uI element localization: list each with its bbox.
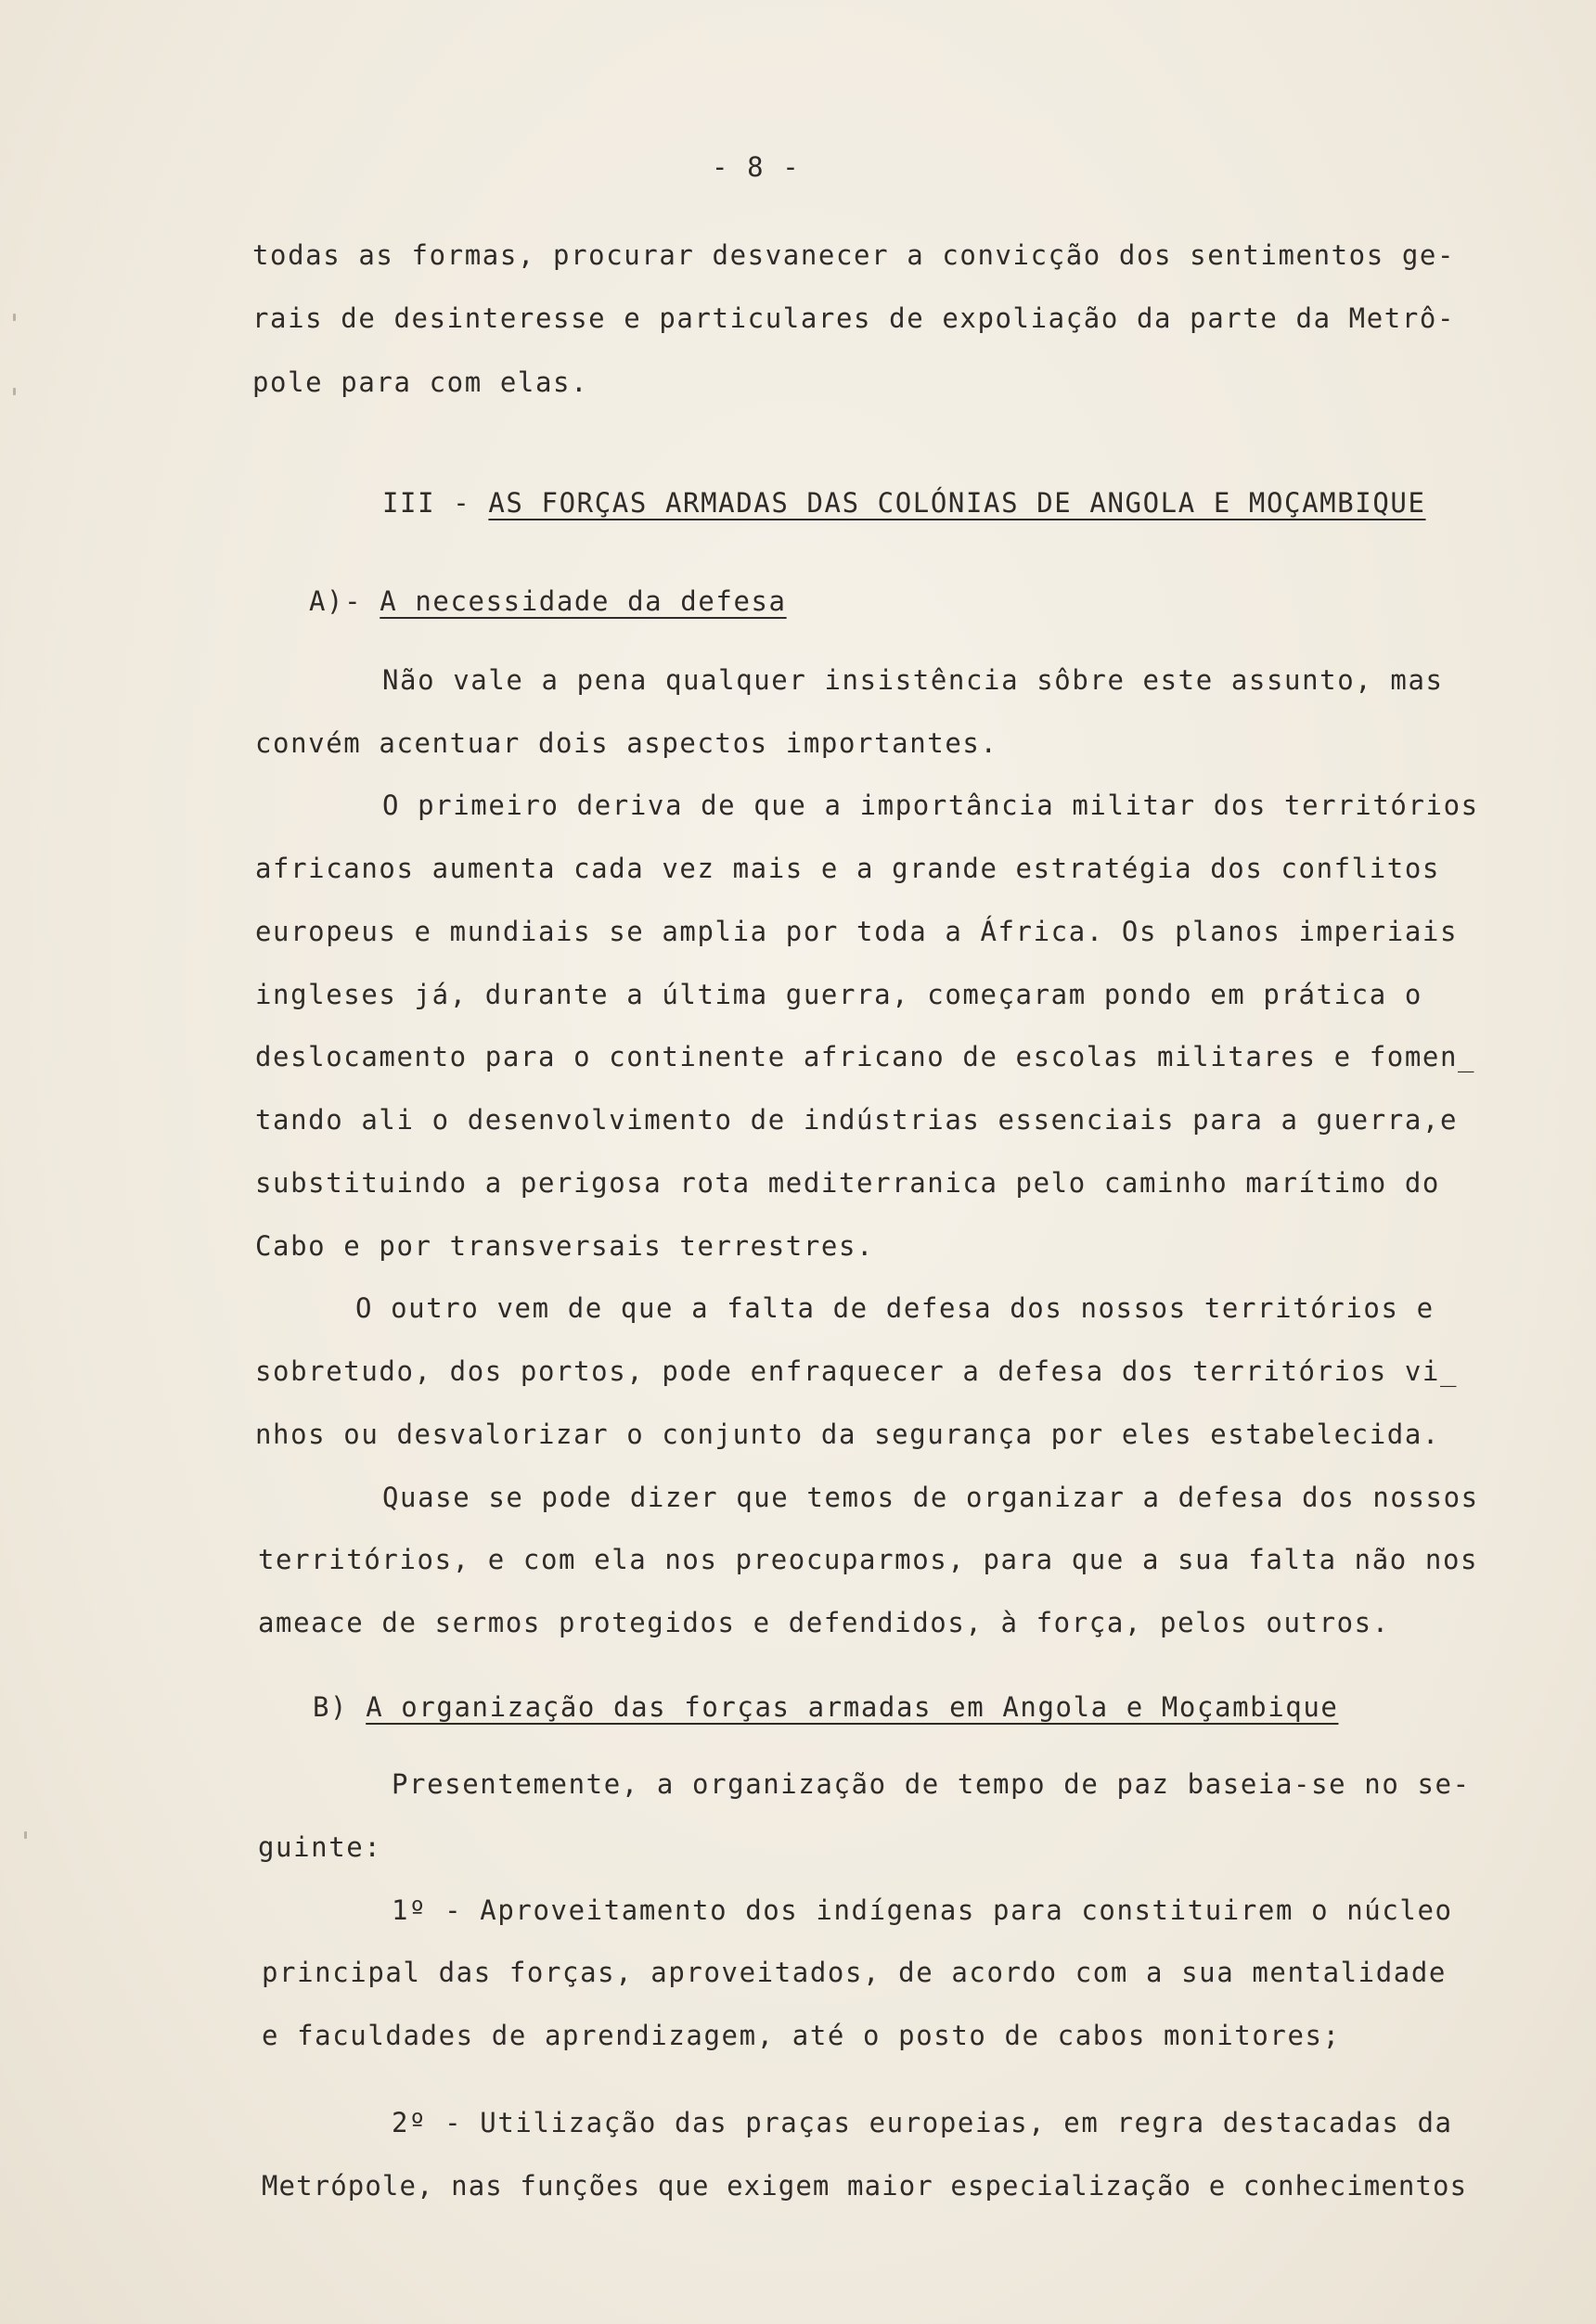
- subsection-label: A)-: [309, 585, 363, 617]
- text-line: substituindo a perigosa rota mediterranica pelo caminho marítimo do: [255, 1167, 1440, 1199]
- text-line: deslocamento para o continente africano de escolas militares e fomen_: [255, 1041, 1476, 1072]
- section-number: III -: [382, 487, 471, 519]
- text-line: O primeiro deriva de que a importância militar dos territórios: [382, 790, 1479, 821]
- text-line: principal das forças, aproveitados, de acordo com a sua mentalidade: [262, 1957, 1447, 1988]
- text-line: pole para com elas.: [252, 366, 589, 398]
- subsection-label: B): [313, 1691, 349, 1723]
- text-line: Presentemente, a organização de tempo de paz baseia-se no se-: [392, 1768, 1471, 1800]
- text-line: rais de desinteresse e particulares de expoliação da parte da Metrô-: [252, 302, 1456, 334]
- text-line: convém acentuar dois aspectos importantes.: [255, 727, 998, 759]
- text-line: 1º - Aproveitamento dos indígenas para constituirem o núcleo: [392, 1894, 1453, 1926]
- text-line: todas as formas, procurar desvanecer a convicção dos sentimentos ge-: [252, 239, 1456, 271]
- text-line: Não vale a pena qualquer insistência sôbre este assunto, mas: [382, 664, 1444, 696]
- text-line: tando ali o desenvolvimento de indústrias essenciais para a guerra,e: [255, 1104, 1459, 1136]
- page-number: - 8 -: [712, 151, 801, 183]
- text-line: Cabo e por transversais terrestres.: [255, 1230, 875, 1262]
- text-line: 2º - Utilização das praças europeias, em regra destacadas da: [392, 2107, 1453, 2138]
- text-line: nhos ou desvalorizar o conjunto da segurança por eles estabelecida.: [255, 1419, 1440, 1450]
- text-line: europeus e mundiais se amplia por toda a África. Os planos imperiais: [255, 916, 1459, 947]
- section-title: AS FORÇAS ARMADAS DAS COLÓNIAS DE ANGOLA E MOÇAMBIQUE: [488, 487, 1426, 519]
- subsection-title: A necessidade da defesa: [380, 585, 787, 617]
- paper-mark: [13, 388, 16, 395]
- subsection-heading-b: [313, 1690, 1338, 1724]
- text-line: Metrópole, nas funções que exigem maior especialização e conhecimentos: [262, 2170, 1468, 2202]
- text-line: sobretudo, dos portos, pode enfraquecer a defesa dos territórios vi_: [255, 1355, 1459, 1387]
- subsection-title: A organização das forças armadas em Angola e Moçambique: [366, 1691, 1339, 1723]
- text-line: ingleses já, durante a última guerra, começaram pondo em prática o: [255, 979, 1422, 1010]
- paper-mark: [24, 1831, 27, 1839]
- text-line: africanos aumenta cada vez mais e a grande estratégia dos conflitos: [255, 853, 1440, 884]
- text-line: O outro vem de que a falta de defesa dos nossos territórios e: [355, 1292, 1435, 1324]
- text-line: guinte:: [258, 1831, 382, 1863]
- text-line: e faculdades de aprendizagem, até o posto de cabos monitores;: [262, 2020, 1341, 2051]
- text-line: Quase se pode dizer que temos de organizar a defesa dos nossos: [382, 1482, 1479, 1513]
- subsection-heading-a: [309, 584, 787, 618]
- text-line: territórios, e com ela nos preocuparmos, para que a sua falta não nos: [258, 1544, 1479, 1575]
- section-heading: [382, 486, 1426, 520]
- text-line: ameace de sermos protegidos e defendidos, à força, pelos outros.: [258, 1607, 1390, 1638]
- paper-mark: [13, 314, 16, 321]
